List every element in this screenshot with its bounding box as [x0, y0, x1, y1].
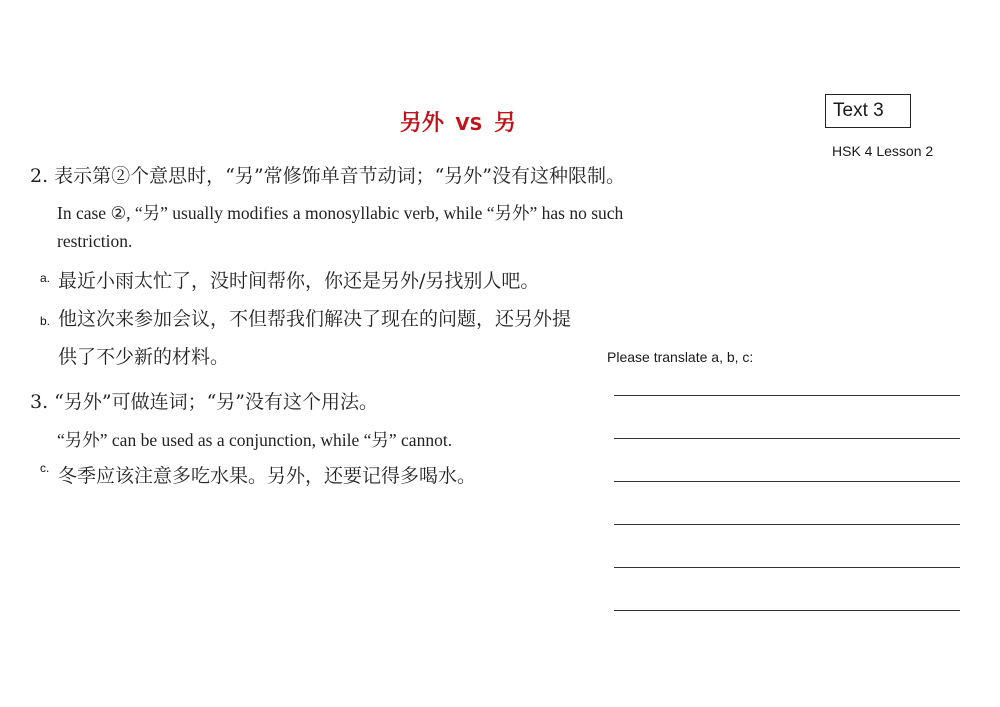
title-vs: VS [455, 114, 483, 135]
answer-line-5[interactable] [614, 567, 960, 568]
rule-3-en: “另外” can be used as a conjunction, while “另” cannot. [57, 430, 453, 450]
rule-2-en-line-1: In case ②, “另” usually modifies a monosyllabic verb, while “另外” has no such [57, 203, 624, 223]
answer-line-6[interactable] [614, 610, 960, 611]
page-title [0, 106, 916, 137]
rule-2-zh: 2. 表示第②个意思时，“另”常修饰单音节动词；“另外”没有这种限制。 [30, 165, 626, 187]
example-a-text: 最近小雨太忙了，没时间帮你，你还是另外/另找别人吧。 [58, 270, 540, 292]
rule-2-en-line-2: restriction. [57, 231, 133, 251]
example-b-text-line-1: 他这次来参加会议，不但帮我们解决了现在的问题，还另外提 [58, 308, 572, 330]
answer-line-4[interactable] [614, 524, 960, 525]
text-number-box: Text 3 [825, 94, 911, 128]
answer-line-1[interactable] [614, 395, 960, 396]
example-b-text-line-2: 供了不少新的材料。 [58, 346, 230, 368]
answer-line-2[interactable] [614, 438, 960, 439]
example-b-marker: b. [40, 314, 51, 328]
title-zh-a: 另外 [399, 111, 444, 136]
example-a-marker: a. [40, 271, 51, 285]
lesson-label: HSK 4 Lesson 2 [832, 143, 934, 159]
translate-prompt: Please translate a, b, c: [607, 349, 754, 365]
title-zh-b: 另 [494, 111, 517, 136]
example-c-text: 冬季应该注意多吃水果。另外，还要记得多喝水。 [58, 465, 477, 487]
example-c-marker: c. [40, 461, 50, 475]
rule-3-zh: 3. “另外”可做连词；“另”没有这个用法。 [30, 391, 379, 413]
answer-line-3[interactable] [614, 481, 960, 482]
